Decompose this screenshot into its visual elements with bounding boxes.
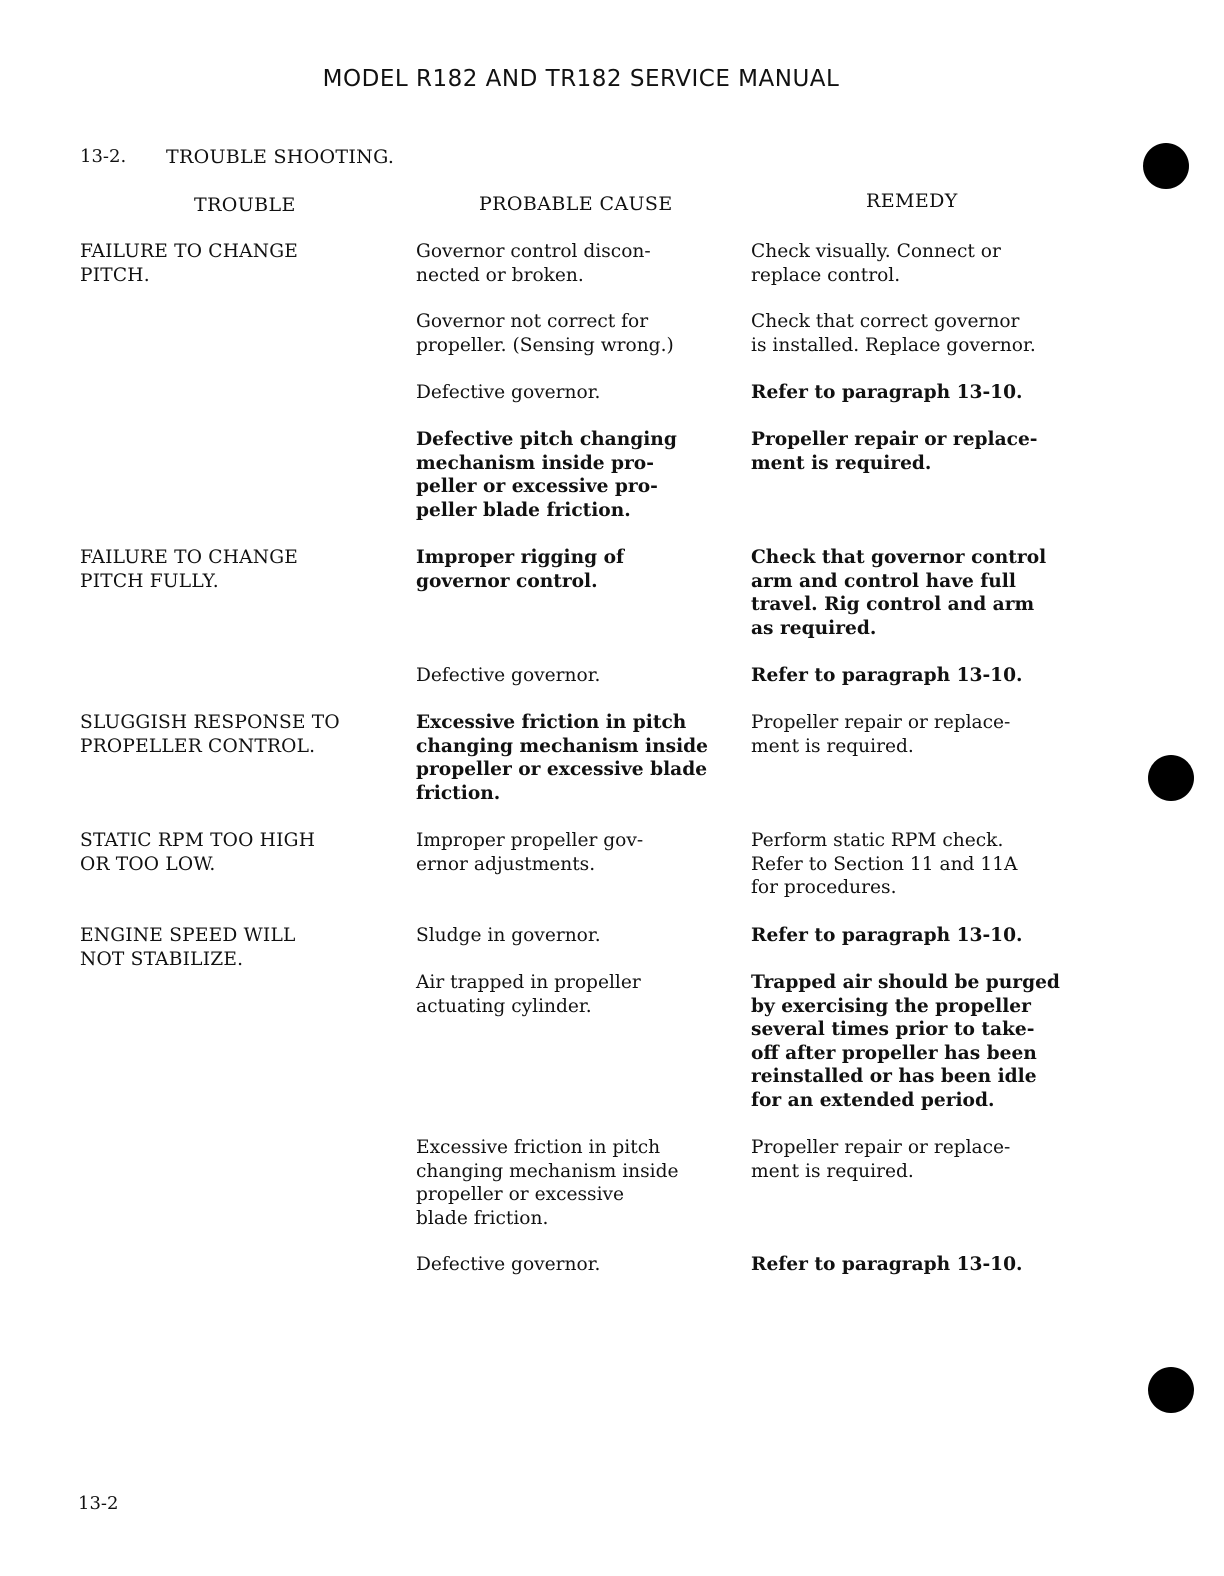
remedy-cell: Refer to paragraph 13-10. [751,665,1023,686]
page-header: MODEL R182 AND TR182 SERVICE MANUAL [322,66,840,92]
cause-cell: Defective governor. [416,382,601,403]
remedy-cell: Check that governor control arm and control have full travel. Rig control and arm as required. [751,547,1047,639]
section-number: 13-2. [80,146,127,167]
cause-cell: Defective pitch changing mechanism inside pro- peller or excessive pro- peller blade friction. [416,429,677,521]
remedy-cell: Propeller repair or replace- ment is required. [751,1137,1011,1182]
column-header-trouble: TROUBLE [194,194,296,216]
cause-cell: Excessive friction in pitch changing mechanism inside propeller or excessive blade friction. [416,1137,679,1229]
cause-cell: Air trapped in propeller actuating cylinder. [416,972,641,1017]
remedy-cell: Check that correct governor is installed. Replace governor. [751,311,1036,356]
cause-cell: Defective governor. [416,665,601,686]
trouble-cell: ENGINE SPEED WILL NOT STABILIZE. [80,925,296,970]
remedy-cell: Refer to paragraph 13-10. [751,925,1023,946]
trouble-cell: FAILURE TO CHANGE PITCH FULLY. [80,547,299,592]
cause-cell: Defective governor. [416,1254,601,1275]
trouble-cell: STATIC RPM TOO HIGH OR TOO LOW. [80,830,316,875]
cause-cell: Excessive friction in pitch changing mechanism inside propeller or excessive blade friction. [416,712,708,804]
binder-hole-bottom [1148,1367,1194,1413]
binder-hole-middle [1148,755,1194,801]
cause-cell: Sludge in governor. [416,925,601,946]
remedy-cell: Propeller repair or replace- ment is required. [751,712,1011,757]
binder-hole-top [1143,143,1189,189]
trouble-cell: FAILURE TO CHANGE PITCH. [80,241,299,286]
remedy-cell: Refer to paragraph 13-10. [751,1254,1023,1275]
section-title: TROUBLE SHOOTING. [166,146,395,168]
remedy-cell: Perform static RPM check. Refer to Section 11 and 11A for procedures. [751,830,1018,898]
trouble-cell: SLUGGISH RESPONSE TO PROPELLER CONTROL. [80,712,340,757]
cause-cell: Improper rigging of governor control. [416,547,624,592]
column-header-remedy: REMEDY [866,190,958,212]
cause-cell: Governor not correct for propeller. (Sensing wrong.) [416,311,674,356]
remedy-cell: Check visually. Connect or replace control. [751,241,1001,286]
page-number: 13-2 [78,1493,119,1514]
remedy-cell: Propeller repair or replace- ment is required. [751,429,1038,474]
cause-cell: Improper propeller gov- ernor adjustments. [416,830,644,875]
column-header-probable-cause: PROBABLE CAUSE [479,193,673,215]
remedy-cell: Refer to paragraph 13-10. [751,382,1023,403]
remedy-cell: Trapped air should be purged by exercising the propeller several times prior to take- off after propeller has been reinstalled or has been idle for an extended period. [751,972,1060,1111]
cause-cell: Governor control discon- nected or broken. [416,241,651,286]
